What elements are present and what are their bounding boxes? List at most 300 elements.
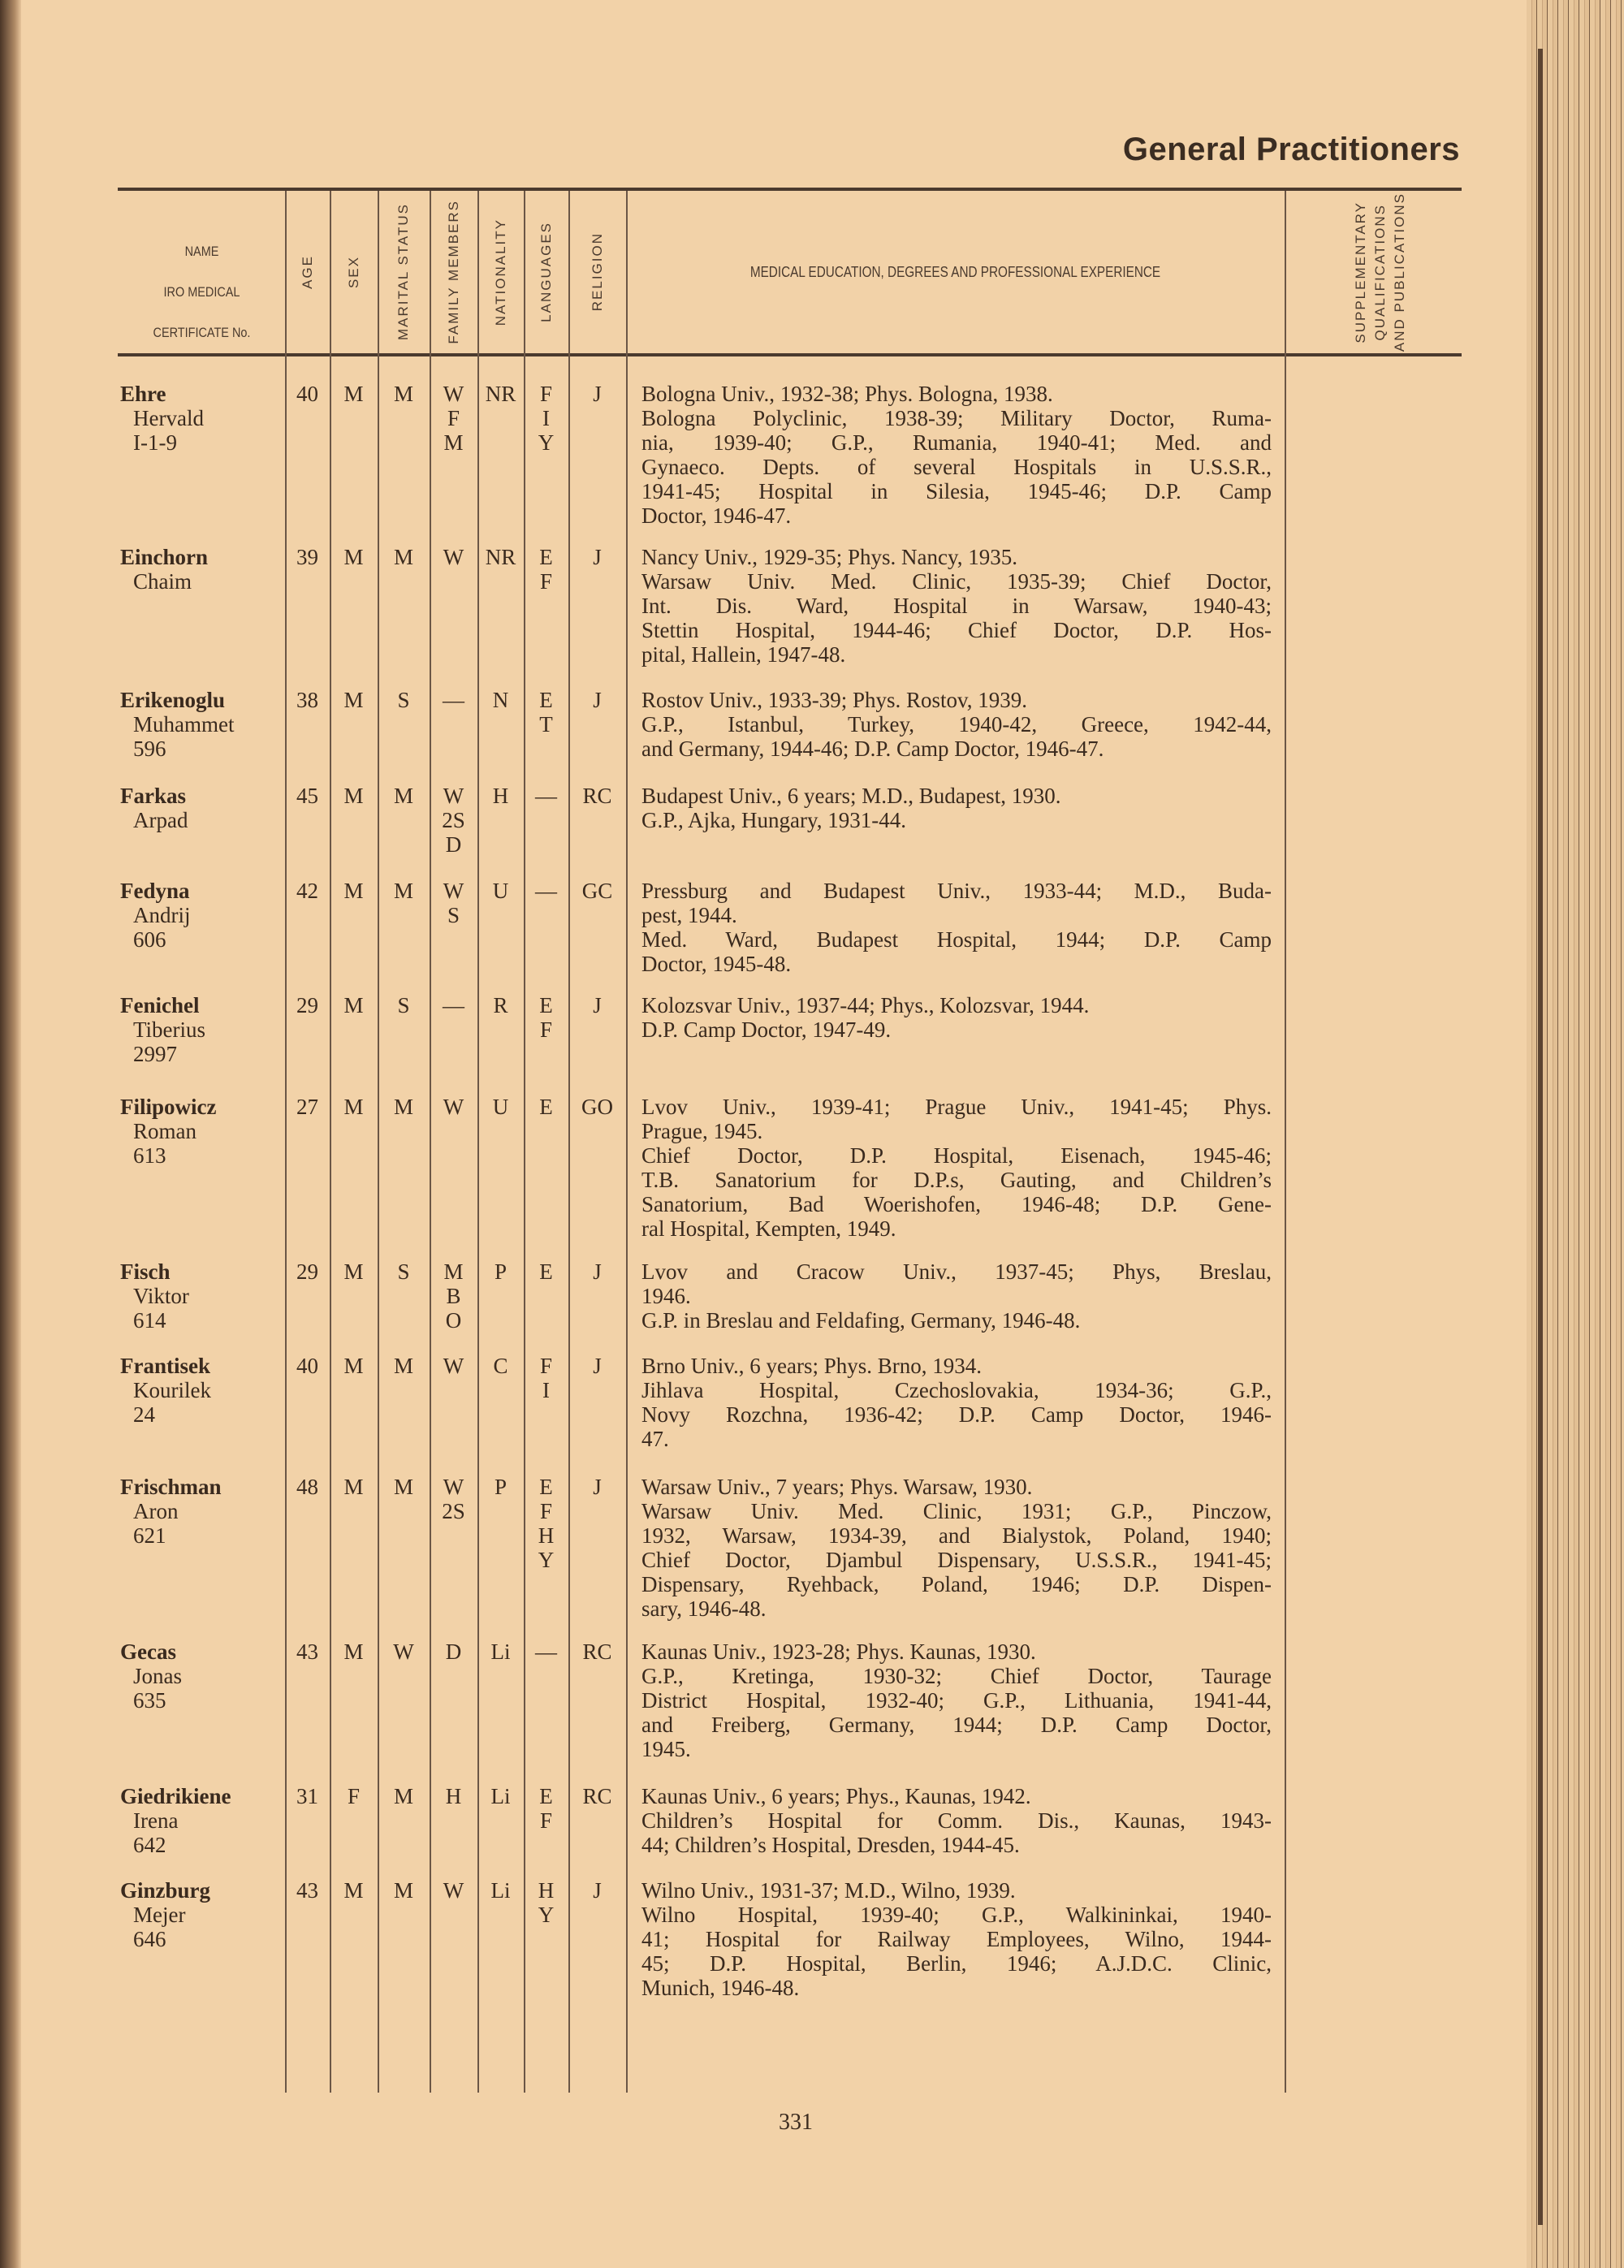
nationality-cell xyxy=(477,688,524,712)
marital-value: S xyxy=(397,688,410,712)
family-cell xyxy=(430,545,477,569)
given-name: Mejer xyxy=(133,1903,186,1927)
experience-line: Warsaw Univ. Med. Clinic, 1931; G.P., Pinczow, xyxy=(641,1499,1272,1523)
languages-value: E xyxy=(539,1784,553,1808)
experience-line: Rostov Univ., 1933-39; Phys. Rostov, 1939. xyxy=(641,688,1028,712)
surname: Ehre xyxy=(120,382,166,406)
page-title: General Practitioners xyxy=(1122,132,1460,167)
languages-value: — xyxy=(535,1639,557,1664)
marital-value: M xyxy=(393,545,413,569)
sex-value: M xyxy=(343,993,364,1017)
certificate-number: 606 xyxy=(133,927,166,952)
nationality-value: N xyxy=(492,688,509,712)
header-name-line: NAME xyxy=(184,244,219,259)
marital-value: M xyxy=(393,1354,413,1378)
sex-cell xyxy=(330,1354,378,1378)
experience-line: 1945. xyxy=(641,1737,691,1761)
experience-line: Gynaeco. Depts. of several Hospitals in U.S.S.R., xyxy=(641,455,1272,479)
marital-cell xyxy=(378,545,430,569)
surname: Giedrikiene xyxy=(120,1784,231,1808)
surname: Gecas xyxy=(120,1639,176,1664)
nationality-cell xyxy=(477,1259,524,1284)
family-value: 2S xyxy=(442,1499,465,1523)
languages-cell xyxy=(524,1354,568,1402)
languages-value: H xyxy=(538,1878,555,1903)
languages-value: Y xyxy=(538,1903,555,1927)
certificate-number: 613 xyxy=(133,1143,166,1168)
experience-line: Warsaw Univ. Med. Clinic, 1935-39; Chief Doctor, xyxy=(641,569,1272,594)
experience-line: sary, 1946-48. xyxy=(641,1596,767,1621)
sex-cell xyxy=(330,1475,378,1499)
sex-cell xyxy=(330,784,378,808)
family-cell xyxy=(430,1095,477,1119)
header-religion-label: RELIGION xyxy=(589,232,605,312)
experience-paragraph xyxy=(641,1308,1272,1333)
family-value: W xyxy=(443,1475,464,1499)
nationality-value: U xyxy=(492,879,509,903)
sex-value: M xyxy=(343,879,364,903)
sex-value: M xyxy=(343,1259,364,1284)
header-nationality xyxy=(477,199,524,345)
languages-value: E xyxy=(539,1095,553,1119)
header-family-label: FAMILY MEMBERS xyxy=(445,200,461,344)
family-value: F xyxy=(447,406,460,430)
experience-line: Doctor, 1945-48. xyxy=(641,952,792,976)
experience-paragraph xyxy=(641,1903,1272,2000)
nationality-value: Li xyxy=(490,1878,511,1903)
experience-paragraph xyxy=(641,382,1272,406)
given-name: Andrij xyxy=(133,903,191,927)
experience-line: Stettin Hospital, 1944-46; Chief Doctor, D.P. Hos- xyxy=(641,618,1272,642)
practitioner-name xyxy=(120,993,205,1066)
certificate-number: 614 xyxy=(133,1308,166,1333)
experience-line: Wilno Univ., 1931-37; M.D., Wilno, 1939. xyxy=(641,1878,1016,1903)
experience-line: Prague, 1945. xyxy=(641,1119,763,1143)
languages-value: — xyxy=(535,879,557,903)
experience-line: nia, 1939-40; G.P., Rumania, 1940-41; Med. and xyxy=(641,430,1272,455)
nationality-cell xyxy=(477,1095,524,1119)
age-cell xyxy=(285,1639,330,1664)
sex-cell xyxy=(330,1878,378,1903)
nationality-value: R xyxy=(493,993,508,1017)
age-cell xyxy=(285,1878,330,1903)
sex-value: F xyxy=(347,1784,361,1808)
experience-line: Bologna Univ., 1932-38; Phys. Bologna, 1938. xyxy=(641,382,1053,406)
family-value: O xyxy=(445,1308,462,1333)
medical-experience xyxy=(641,545,1272,667)
languages-value: — xyxy=(535,784,557,808)
certificate-number: 635 xyxy=(133,1688,166,1713)
family-cell xyxy=(430,382,477,455)
nationality-value: Li xyxy=(490,1784,511,1808)
certificate-number: 24 xyxy=(133,1402,155,1427)
marital-value: W xyxy=(393,1639,414,1664)
experience-paragraph xyxy=(641,927,1272,976)
age-value: 48 xyxy=(296,1475,318,1499)
medical-experience xyxy=(641,1639,1272,1761)
marital-cell xyxy=(378,688,430,712)
sex-value: M xyxy=(343,688,364,712)
age-cell xyxy=(285,1354,330,1378)
certificate-number: I-1-9 xyxy=(133,430,177,455)
medical-experience xyxy=(641,1095,1272,1241)
medical-experience xyxy=(641,993,1272,1042)
nationality-value: P xyxy=(494,1475,508,1499)
header-top-rule xyxy=(118,188,1462,191)
experience-line: 1932, Warsaw, 1934-39, and Bialystok, Poland, 1940; xyxy=(641,1523,1272,1548)
age-value: 40 xyxy=(296,382,318,406)
family-value: W xyxy=(443,1354,464,1378)
experience-line: 47. xyxy=(641,1427,669,1451)
family-cell xyxy=(430,784,477,857)
experience-line: Chief Doctor, Djambul Dispensary, U.S.S.R., 1941-45; xyxy=(641,1548,1272,1572)
sex-cell xyxy=(330,545,378,569)
age-cell xyxy=(285,688,330,712)
sex-value: M xyxy=(343,784,364,808)
experience-line: Doctor, 1946-47. xyxy=(641,503,792,528)
nationality-cell xyxy=(477,1639,524,1664)
family-value: 2S xyxy=(442,808,465,832)
certificate-number: 2997 xyxy=(133,1042,177,1066)
experience-paragraph xyxy=(641,808,1272,832)
experience-line: and Freiberg, Germany, 1944; D.P. Camp Doctor, xyxy=(641,1713,1272,1737)
marital-cell xyxy=(378,1259,430,1284)
languages-cell xyxy=(524,382,568,455)
marital-value: M xyxy=(393,1784,413,1808)
experience-line: 45; D.P. Hospital, Berlin, 1946; A.J.D.C. Clinic, xyxy=(641,1951,1272,1976)
experience-line: pital, Hallein, 1947-48. xyxy=(641,642,846,667)
languages-cell xyxy=(524,1784,568,1833)
marital-value: M xyxy=(393,1475,413,1499)
religion-cell xyxy=(568,1475,626,1499)
experience-paragraph xyxy=(641,1499,1272,1621)
medical-experience xyxy=(641,1354,1272,1451)
age-value: 27 xyxy=(296,1095,318,1119)
medical-experience xyxy=(641,688,1272,761)
experience-paragraph xyxy=(641,1095,1272,1143)
given-name: Roman xyxy=(133,1119,197,1143)
marital-value: M xyxy=(393,1878,413,1903)
languages-value: F xyxy=(539,1499,553,1523)
languages-cell xyxy=(524,1639,568,1664)
header-religion xyxy=(568,199,626,345)
header-marital xyxy=(378,199,430,345)
marital-cell xyxy=(378,1095,430,1119)
experience-line: Children’s Hospital for Comm. Dis., Kaunas, 1943- xyxy=(641,1808,1272,1833)
experience-line: 44; Children’s Hospital, Dresden, 1944-45. xyxy=(641,1833,1020,1857)
family-value: H xyxy=(445,1784,462,1808)
experience-line: D.P. Camp Doctor, 1947-49. xyxy=(641,1017,892,1042)
religion-cell xyxy=(568,1784,626,1808)
marital-cell xyxy=(378,382,430,406)
experience-paragraph xyxy=(641,1378,1272,1451)
surname: Einchorn xyxy=(120,545,209,569)
surname: Frischman xyxy=(120,1475,222,1499)
family-cell xyxy=(430,1259,477,1333)
certificate-number: 642 xyxy=(133,1833,166,1857)
age-cell xyxy=(285,784,330,808)
experience-line: Int. Dis. Ward, Hospital in Warsaw, 1940-43; xyxy=(641,594,1272,618)
experience-line: Budapest Univ., 6 years; M.D., Budapest, 1930. xyxy=(641,784,1061,808)
religion-cell xyxy=(568,382,626,406)
languages-value: I xyxy=(542,406,550,430)
medical-experience xyxy=(641,1878,1272,2000)
header-nationality-label: NATIONALITY xyxy=(492,218,508,326)
marital-value: M xyxy=(393,879,413,903)
experience-paragraph xyxy=(641,1017,1272,1042)
header-name-line: CERTIFICATE No. xyxy=(153,325,251,340)
experience-line: T.B. Sanatorium for D.P.s, Gauting, and Children’s xyxy=(641,1168,1272,1192)
nationality-cell xyxy=(477,1878,524,1903)
nationality-cell xyxy=(477,1475,524,1499)
experience-paragraph xyxy=(641,569,1272,667)
sex-cell xyxy=(330,879,378,903)
religion-value: J xyxy=(593,1475,602,1499)
header-name-line: IRO MEDICAL xyxy=(163,284,240,300)
practitioner-name xyxy=(120,784,188,832)
age-value: 40 xyxy=(296,1354,318,1378)
medical-experience xyxy=(641,1475,1272,1621)
certificate-number: 596 xyxy=(133,737,166,761)
family-value: W xyxy=(443,1878,464,1903)
header-sex-label: SEX xyxy=(345,255,361,289)
religion-value: RC xyxy=(582,1639,612,1664)
experience-line: 1946. xyxy=(641,1284,691,1308)
surname: Fedyna xyxy=(120,879,190,903)
practitioner-name xyxy=(120,1878,210,1951)
marital-value: M xyxy=(393,784,413,808)
sex-cell xyxy=(330,993,378,1017)
nationality-cell xyxy=(477,382,524,406)
family-value: W xyxy=(443,382,464,406)
religion-value: GO xyxy=(581,1095,613,1119)
marital-value: M xyxy=(393,382,413,406)
header-languages-label: LANGUAGES xyxy=(538,222,554,322)
age-value: 45 xyxy=(296,784,318,808)
header-supplementary-line: SUPPLEMENTARY xyxy=(1353,201,1368,343)
experience-line: Warsaw Univ., 7 years; Phys. Warsaw, 1930. xyxy=(641,1475,1033,1499)
family-cell xyxy=(430,688,477,712)
experience-line: Sanatorium, Bad Woerishofen, 1946-48; D.P. Gene- xyxy=(641,1192,1272,1216)
experience-line: Wilno Hospital, 1939-40; G.P., Walkininkai, 1940- xyxy=(641,1903,1272,1927)
languages-cell xyxy=(524,879,568,903)
family-value: W xyxy=(443,545,464,569)
family-value: — xyxy=(443,993,464,1017)
marital-cell xyxy=(378,1475,430,1499)
religion-cell xyxy=(568,1095,626,1119)
experience-line: 1941-45; Hospital in Silesia, 1945-46; D.P. Camp xyxy=(641,479,1272,503)
marital-cell xyxy=(378,879,430,903)
certificate-number: 621 xyxy=(133,1523,166,1548)
languages-cell xyxy=(524,1095,568,1119)
languages-value: H xyxy=(538,1523,555,1548)
family-value: — xyxy=(443,688,464,712)
given-name: Viktor xyxy=(133,1284,189,1308)
age-cell xyxy=(285,382,330,406)
languages-value: F xyxy=(539,1017,553,1042)
family-cell xyxy=(430,1878,477,1903)
religion-value: GC xyxy=(581,879,613,903)
experience-line: Bologna Polyclinic, 1938-39; Military Doctor, Ruma- xyxy=(641,406,1272,430)
experience-paragraph xyxy=(641,688,1272,712)
given-name: Muhammet xyxy=(133,712,235,737)
religion-cell xyxy=(568,1259,626,1284)
sex-cell xyxy=(330,688,378,712)
sex-value: M xyxy=(343,545,364,569)
header-supplementary-line: AND PUBLICATIONS xyxy=(1392,192,1407,352)
age-value: 31 xyxy=(296,1784,318,1808)
religion-value: J xyxy=(593,545,602,569)
marital-value: S xyxy=(397,1259,410,1284)
practitioner-name xyxy=(120,545,208,594)
page-number: 331 xyxy=(779,2110,813,2135)
practitioner-name xyxy=(120,879,191,952)
religion-cell xyxy=(568,993,626,1017)
languages-value: Y xyxy=(538,1548,555,1572)
nationality-cell xyxy=(477,784,524,808)
experience-paragraph xyxy=(641,1475,1272,1499)
surname: Farkas xyxy=(120,784,186,808)
experience-paragraph xyxy=(641,784,1272,808)
family-value: B xyxy=(446,1284,461,1308)
marital-cell xyxy=(378,1878,430,1903)
surname: Fenichel xyxy=(120,993,200,1017)
religion-value: J xyxy=(593,382,602,406)
surname: Fisch xyxy=(120,1259,171,1284)
experience-line: Jihlava Hospital, Czechoslovakia, 1934-36; G.P., xyxy=(641,1378,1272,1402)
surname: Filipowicz xyxy=(120,1095,217,1119)
experience-paragraph xyxy=(641,1808,1272,1857)
nationality-cell xyxy=(477,993,524,1017)
header-name xyxy=(131,231,272,353)
practitioner-name xyxy=(120,1475,222,1548)
given-name: Aron xyxy=(133,1499,179,1523)
languages-value: F xyxy=(539,1354,553,1378)
medical-experience xyxy=(641,784,1272,832)
experience-line: and Germany, 1944-46; D.P. Camp Doctor, 1946-47. xyxy=(641,737,1104,761)
nationality-value: Li xyxy=(490,1639,511,1664)
experience-line: District Hospital, 1932-40; G.P., Lithuania, 1941-44, xyxy=(641,1688,1272,1713)
header-marital-label: MARITAL STATUS xyxy=(395,203,411,341)
age-cell xyxy=(285,1475,330,1499)
religion-cell xyxy=(568,784,626,808)
medical-experience xyxy=(641,1259,1272,1333)
experience-paragraph xyxy=(641,1354,1272,1378)
header-medical: MEDICAL EDUCATION, DEGREES AND PROFESSIONAL EXPERIENCE xyxy=(749,264,1161,280)
languages-value: F xyxy=(539,382,553,406)
marital-cell xyxy=(378,1354,430,1378)
experience-line: Kaunas Univ., 1923-28; Phys. Kaunas, 1930. xyxy=(641,1639,1036,1664)
age-value: 38 xyxy=(296,688,318,712)
age-cell xyxy=(285,1095,330,1119)
languages-cell xyxy=(524,1878,568,1927)
sex-cell xyxy=(330,1784,378,1808)
practitioner-name xyxy=(120,1095,216,1168)
languages-cell xyxy=(524,1475,568,1572)
experience-line: Dispensary, Ryehback, Poland, 1946; D.P. Dispen- xyxy=(641,1572,1272,1596)
languages-cell xyxy=(524,1259,568,1284)
languages-value: F xyxy=(539,569,553,594)
nationality-value: U xyxy=(492,1095,509,1119)
experience-paragraph xyxy=(641,712,1272,761)
languages-cell xyxy=(524,784,568,808)
family-cell xyxy=(430,993,477,1017)
languages-value: E xyxy=(539,993,553,1017)
given-name: Tiberius xyxy=(133,1017,206,1042)
header-supplementary-line: QUALIFICATIONS xyxy=(1372,203,1388,341)
book-spine-shadow xyxy=(0,0,21,2268)
column-divider xyxy=(1285,191,1286,2093)
religion-cell xyxy=(568,879,626,903)
experience-line: Kaunas Univ., 6 years; Phys., Kaunas, 1942. xyxy=(641,1784,1031,1808)
experience-paragraph xyxy=(641,545,1272,569)
age-cell xyxy=(285,1259,330,1284)
religion-cell xyxy=(568,688,626,712)
given-name: Irena xyxy=(133,1808,179,1833)
experience-paragraph xyxy=(641,406,1272,528)
age-value: 42 xyxy=(296,879,318,903)
experience-line: Chief Doctor, D.P. Hospital, Eisenach, 1945-46; xyxy=(641,1143,1272,1168)
religion-value: J xyxy=(593,993,602,1017)
experience-paragraph xyxy=(641,1784,1272,1808)
family-cell xyxy=(430,1639,477,1664)
experience-line: G.P., Kretinga, 1930-32; Chief Doctor, Taurage xyxy=(641,1664,1272,1688)
languages-value: F xyxy=(539,1808,553,1833)
languages-value: E xyxy=(539,545,553,569)
languages-cell xyxy=(524,545,568,594)
languages-value: E xyxy=(539,688,553,712)
experience-line: Munich, 1946-48. xyxy=(641,1976,800,2000)
surname: Erikenoglu xyxy=(120,688,226,712)
surname: Frantisek xyxy=(120,1354,210,1378)
sex-value: M xyxy=(343,1095,364,1119)
languages-cell xyxy=(524,993,568,1042)
languages-value: I xyxy=(542,1378,550,1402)
family-value: S xyxy=(447,903,460,927)
marital-cell xyxy=(378,1784,430,1808)
family-cell xyxy=(430,879,477,927)
marital-value: S xyxy=(397,993,410,1017)
sex-cell xyxy=(330,1259,378,1284)
marital-value: M xyxy=(393,1095,413,1119)
experience-line: Pressburg and Budapest Univ., 1933-44; M.D., Buda- xyxy=(641,879,1272,903)
experience-line: Nancy Univ., 1929-35; Phys. Nancy, 1935. xyxy=(641,545,1017,569)
surname: Ginzburg xyxy=(120,1878,211,1903)
family-value: D xyxy=(445,1639,462,1664)
experience-paragraph xyxy=(641,993,1272,1017)
header-bottom-rule xyxy=(118,353,1462,356)
experience-paragraph xyxy=(641,1664,1272,1761)
experience-paragraph xyxy=(641,1639,1272,1664)
practitioner-name xyxy=(120,688,234,761)
practitioner-name xyxy=(120,1784,231,1857)
nationality-value: NR xyxy=(485,545,516,569)
medical-experience xyxy=(641,879,1272,976)
languages-value: E xyxy=(539,1475,553,1499)
experience-line: Lvov Univ., 1939-41; Prague Univ., 1941-45; Phys. xyxy=(641,1095,1272,1119)
nationality-value: C xyxy=(493,1354,508,1378)
religion-value: J xyxy=(593,1259,602,1284)
religion-cell xyxy=(568,1639,626,1664)
age-cell xyxy=(285,879,330,903)
languages-cell xyxy=(524,688,568,737)
age-value: 43 xyxy=(296,1639,318,1664)
religion-cell xyxy=(568,1354,626,1378)
sex-value: M xyxy=(343,1475,364,1499)
sex-value: M xyxy=(343,1354,364,1378)
family-cell xyxy=(430,1475,477,1523)
religion-value: J xyxy=(593,1878,602,1903)
